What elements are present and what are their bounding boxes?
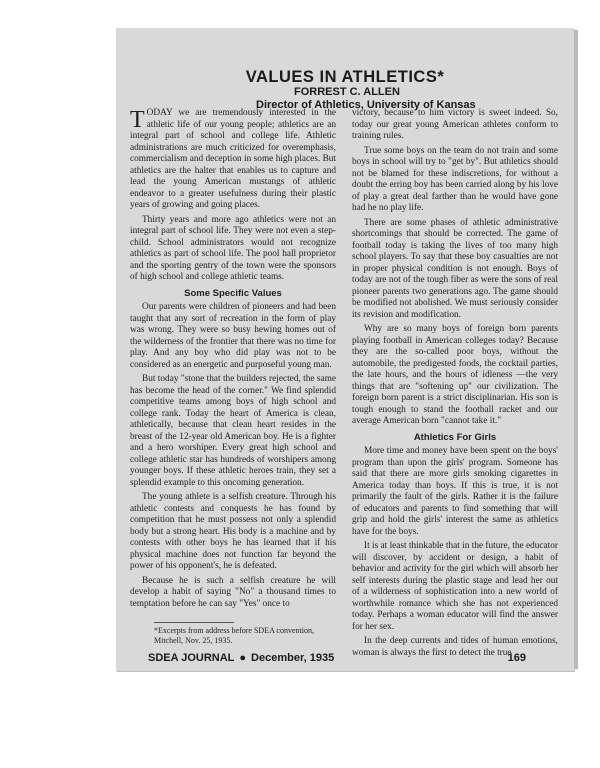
section-heading: Athletics For Girls [413,431,497,443]
scanned-page [116,28,574,671]
footnote-divider [154,622,234,623]
drop-cap: T [130,107,145,133]
article-author: FORREST C. ALLEN [294,86,400,98]
paragraph: Why are so many boys of foreign born parents playing football in American colleges today? Because they are the so-called poor boys, without the automobile, the predigested foods, the cocktail parties, the late hours, and the hours of idleness —the very things that are "softening up" our civilization. The foreign born parent is a strict disciplinarian. His son is tough enough to stand the football racket and our average American born "cannot take it." [352,324,558,426]
article-title: VALUES IN ATHLETICS* [245,68,445,86]
paragraph: Thirty years and more ago athletics were not an integral part of school life. They were not even a step-child. School administrators would not recognize athletics as part of school life. The pool hall proprietor and the sporting gentry of the town were the sponsors of high school and college athletic teams. [130,214,336,282]
paragraph: In the deep currents and tides of human emotions, woman is always the first to detect the true [352,636,558,658]
paragraph: Our parents were children of pioneers and had been taught that any sort of recreation in the form of play was wrong. They were so busy hewing homes out of the wilderness of the frontier that there was no time for play. And any boy who did play was not to be considered as an energetic and purposeful young man. [130,302,336,370]
paragraph: victory, because to him victory is sweet indeed. So, today our great young American athletes conform to training rules. [352,108,558,141]
paragraph: The young athlete is a selfish creature. Through his athletic contests and conquests he has found by competition that he must possess not only a splendid body but a strong heart. His body is a machine and by contests with other boys he has learned that if his physical machine does not function far beyond the power of his opponent's, he is defeated. [130,492,336,571]
issue-date: December, 1935 [251,652,335,664]
paragraph: But today "stone that the builders rejected, the same has become the head of the corner." We find splendid competitive teams among boys of high school and college rank. Today the heart of America is clean, athletically, because that clean heart resides in the breast of the 12-year old American boy. He is a fighter and a hero worshiper. Every great high school and college athletic star has hundreds of worshipers among younger boys. If these athletic heroes train, they set a splendid example to this oncoming generation. [130,374,336,488]
paragraph: More time and money have been spent on the boys' program than upon the girls' program. Someone has said that there are more girls smoking cigarettes in America today than boys. If this is true, it is not primarily the fault of the girls. Rather it is the failure of educators and parents to find something that will grip and hold the girls' interest the same as athletics have for the boys. [352,446,558,537]
paragraph: True some boys on the team do not train and some boys in school will try to "get by". But athletics should not be blamed for these indiscretions, for without a doubt the erring boy has been carried along by his love of play a great deal farther than he would have gone had he no play life. [352,145,558,213]
left-column [130,108,336,613]
article-affiliation: Director of Athletics, University of Kansas [256,99,476,111]
page-edge-shadow [574,30,578,669]
footnote: *Excerpts from address before SDEA convention, Mitchell, Nov. 25, 1935. [154,626,314,645]
paragraph: Because he is such a selfish creature he will develop a habit of saying "No" a thousand times to temptation before he can say "Yes" once to [130,575,336,609]
journal-name: SDEA JOURNAL [148,652,235,664]
bullet-separator: ● [239,652,247,664]
paragraph: There are some phases of athletic administrative shortcomings that should be corrected. The game of football today is taking the lives of too many high school players. To say that these boy casualties are not in proper physical condition is not enough. Boys of today are not of the tough fiber as were the sons of real pioneer parents two generations ago. The game should be modified not abolished. We must seriously consider its revision and modification. [352,217,558,320]
paragraph: It is at least thinkable that in the future, the educator will discover, by accident or design, a habit of behavior and activity for the girl which will absorb her self interests during the plastic stage and lead her out of a wilderness of sophistication into a new world of worthwhile romance which she has not experienced today. Perhaps a woman educator will find the answer for her sex. [352,541,558,632]
paragraph-text: ODAY we are tremendously interested in the athletic life of our young people; athletics are an integral part of school and college life. Athletic administrations are much criticized for overemphasis, commercialism and deception in some high places. But athletics are the halter that enables us to capture and lead the young American mustangs of athletic endeavor to a greater usefulness during their plastic years of growing and going places. [130,108,336,210]
section-heading: Some Specific Values [184,287,282,299]
paragraph [130,108,336,212]
footer-journal-info [148,652,334,664]
page-number: 169 [507,652,526,664]
right-column [352,108,558,662]
